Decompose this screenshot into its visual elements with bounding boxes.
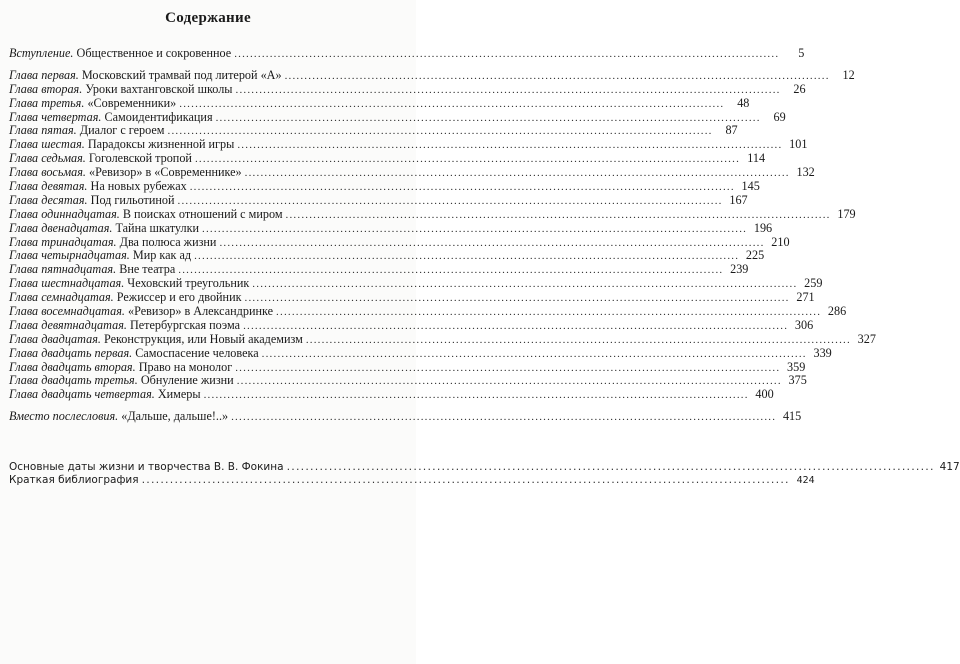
dot-leader [252,278,797,292]
toc-entry-text [9,361,232,375]
dot-leader [237,375,782,389]
toc-entry-kind: Глава пятнадцатая. [9,262,117,277]
toc-page-number: 48 [737,95,750,110]
dot-leader [219,237,764,251]
toc-entry-title: На новых рубежах [90,179,187,194]
toc-entry-kind: Глава двадцать третья. [9,373,138,388]
toc-entry-title: Уроки вахтанговской школы [85,81,233,96]
toc-page-number: 359 [787,359,806,374]
toc-entry-text [9,388,201,402]
toc-entry-chapter[interactable] [9,290,815,305]
toc-entry-kind: Вместо послесловия. [9,409,119,424]
dot-leader [276,306,821,320]
toc-page-number: 306 [794,317,814,332]
toc-page-number: 415 [782,409,802,424]
toc-entry-chapter[interactable] [9,165,815,180]
toc-entry-kind: Глава пятая. [9,123,77,138]
toc-entry-chapter[interactable] [9,345,832,361]
toc-entry-text [9,47,231,61]
toc-entry-chapter[interactable] [9,276,823,291]
toc-entry-chapter[interactable] [9,123,738,138]
toc-page-number: 167 [729,192,748,207]
toc-entry-kind: Глава четвертая. [9,109,102,124]
toc-entry-kind: Глава четырнадцатая. [9,248,130,263]
toc-page-number: 327 [857,331,876,346]
toc-entry-kind: Глава девятая. [9,179,88,194]
toc-list [9,46,876,424]
toc-entry-chapter[interactable] [9,248,765,263]
dot-leader [204,389,749,403]
toc-entry-title: Самоспасение человека [135,345,259,360]
dot-leader [190,181,735,195]
toc-page-number: 424 [796,475,815,486]
dot-leader [195,153,740,167]
toc-entry-chapter[interactable] [9,95,750,111]
toc-entry-text [9,83,233,97]
toc-entry-kind: Глава шестая. [9,137,85,152]
toc-page-number: 26 [793,81,806,96]
toc-page-number: 339 [813,345,832,360]
toc-entry-appendix[interactable] [9,473,815,486]
toc-entry-text [9,97,176,111]
toc-entry-title: Режиссер и его двойник [116,290,242,305]
toc-entry-chapter[interactable] [9,179,760,194]
toc-entry-text [9,194,175,208]
toc-page-number: 417 [939,461,960,473]
toc-page-number: 5 [798,46,805,60]
toc-page-number: 69 [773,109,786,124]
toc-entry-kind: Глава вторая. [9,81,83,96]
toc-entry-chapter[interactable] [9,81,806,97]
toc-entry-text [9,291,242,305]
toc-entry-title: Реконструкция, или Новый академизм [103,331,303,346]
toc-entry-chapter[interactable] [9,234,790,250]
toc-entry-chapter[interactable] [9,262,749,277]
toc-entry-kind: Глава седьмая. [9,151,86,166]
toc-entry-kind: Вступление. [9,46,74,60]
toc-entry-chapter[interactable] [9,109,786,125]
toc-entry-kind: Глава восемнадцатая. [9,304,125,319]
toc-entry-kind: Глава третья. [9,95,85,110]
toc-page-number: 145 [741,179,760,194]
toc-page-number: 400 [755,387,774,402]
toc-entry-kind: Глава восьмая. [9,165,86,180]
appendix-list [9,460,960,486]
toc-entry-title: Тайна шкатулки [115,220,200,235]
toc-entry-kind: Глава двадцать четвертая. [9,387,155,402]
toc-entry-title: «Ревизор» в Александринке [128,304,274,319]
toc-entry-chapter[interactable] [9,387,774,402]
toc-entry-text [9,69,282,83]
dot-leader [237,139,782,153]
toc-entry-text [9,305,273,319]
dot-leader [287,460,935,473]
dot-leader [231,411,776,425]
toc-entry-text [9,236,216,250]
dot-leader [286,209,831,223]
toc-page-number: 12 [842,67,855,82]
toc-entry-text [9,208,283,222]
toc-entry-kind: Глава двенадцатая. [9,220,113,235]
dot-leader [234,48,779,62]
toc-entry-chapter[interactable] [9,67,855,83]
toc-entry-title: Петербургская поэма [129,317,241,332]
toc-entry-title: Московский трамвай под литерой «А» [81,67,282,82]
dot-leader [202,223,747,237]
toc-page-number: 210 [771,234,790,249]
toc-entry-afterword[interactable] [9,409,802,424]
toc-entry-text [9,319,240,333]
toc-page-number: 375 [788,373,807,388]
toc-entry-text [9,374,234,388]
dot-leader [245,292,790,306]
dot-leader [245,167,790,181]
toc-entry-text [9,124,165,138]
toc-entry-chapter[interactable] [9,331,876,347]
toc-entry-chapter[interactable] [9,151,766,166]
toc-entry-chapter[interactable] [9,192,748,208]
toc-entry-text [9,222,199,236]
toc-entry-title: Вне театра [119,262,176,277]
toc-entry-title: В поисках отношений с миром [122,206,283,221]
toc-entry-kind: Глава двадцатая. [9,331,101,346]
toc-entry-kind: Глава двадцать вторая. [9,359,136,374]
toc-page-number: 132 [796,165,815,180]
toc-entry-title: Гоголевской тропой [88,151,192,166]
page-title: Содержание [165,10,251,26]
toc-entry-title: Чеховский треугольник [127,276,250,291]
toc-entry-chapter[interactable] [9,220,773,236]
toc-entry-title: Парадоксы жизненной игры [87,137,235,152]
toc-entry-chapter[interactable] [9,304,847,319]
toc-entry-text [9,263,175,277]
dot-leader [243,320,788,334]
toc-entry-kind: Глава шестнадцатая. [9,276,125,291]
toc-entry-kind: Глава первая. [9,67,79,82]
toc-entry-title: Основные даты жизни и творчества В. В. Фокина [9,461,284,473]
toc-entry-kind: Глава одиннадцатая. [9,206,120,221]
toc-page-number: 196 [753,220,773,235]
toc-entry-title: «Современники» [87,95,177,110]
toc-page-number: 101 [789,137,808,152]
dot-leader [235,362,780,376]
toc-entry-title: «Дальше, дальше!..» [121,409,229,424]
toc-page-number: 87 [725,123,738,138]
toc-page-number: 114 [747,151,766,166]
toc-entry-text [9,138,234,152]
dot-leader [216,112,761,126]
toc-entry-title: Общественное и сокровенное [76,46,232,60]
toc-entry-title: Самоидентификация [104,109,213,124]
toc-entry-chapter[interactable] [9,373,807,388]
toc-entry-text [9,410,228,424]
toc-entry-chapter[interactable] [9,317,814,333]
toc-entry-chapter[interactable] [9,359,806,375]
toc-entry-title: Мир как ад [132,248,192,263]
dot-leader [306,334,851,348]
toc-entry-text [9,277,249,291]
toc-entry-text [9,152,192,166]
toc-entry-kind: Глава семнадцатая. [9,290,114,305]
toc-entry-text [9,180,187,194]
dot-leader [142,473,790,486]
toc-page-number: 271 [796,290,815,305]
toc-entry-kind: Глава десятая. [9,192,88,207]
toc-entry-title: Право на монолог [138,359,233,374]
toc-page-number: 225 [745,248,765,263]
toc-entry-kind: Глава двадцать первая. [9,345,133,360]
dot-leader [285,70,830,84]
toc-page-number: 179 [837,206,856,221]
toc-entry-intro[interactable] [9,46,805,61]
dot-leader [178,264,723,278]
toc-entry-title: Диалог с героем [79,123,165,138]
dot-leader [168,125,713,139]
toc-page-number: 259 [804,276,823,291]
toc-entry-title: Обнуление жизни [140,373,234,388]
toc-entry-chapter[interactable] [9,137,808,152]
toc-entry-appendix[interactable] [9,460,960,473]
toc-page-number: 239 [730,262,749,277]
toc-entry-text [9,166,242,180]
toc-page-number: 286 [827,304,847,319]
toc-entry-text [9,111,213,125]
toc-entry-chapter[interactable] [9,206,856,222]
toc-entry-title: Химеры [157,387,201,402]
toc-entry-title: Под гильотиной [90,192,175,207]
toc-entry-text [9,333,303,347]
dot-leader [236,84,781,98]
toc-entry-title: Краткая библиография [9,474,139,486]
toc-entry-text [9,249,191,263]
toc-entry-kind: Глава девятнадцатая. [9,317,127,332]
dot-leader [179,98,724,112]
toc-entry-kind: Глава тринадцатая. [9,234,117,249]
toc-entry-text [9,347,259,361]
toc-entry-title: «Ревизор» в «Современнике» [89,165,242,180]
dot-leader [262,348,807,362]
toc-entry-title: Два полюса жизни [119,234,217,249]
dot-leader [194,250,739,264]
